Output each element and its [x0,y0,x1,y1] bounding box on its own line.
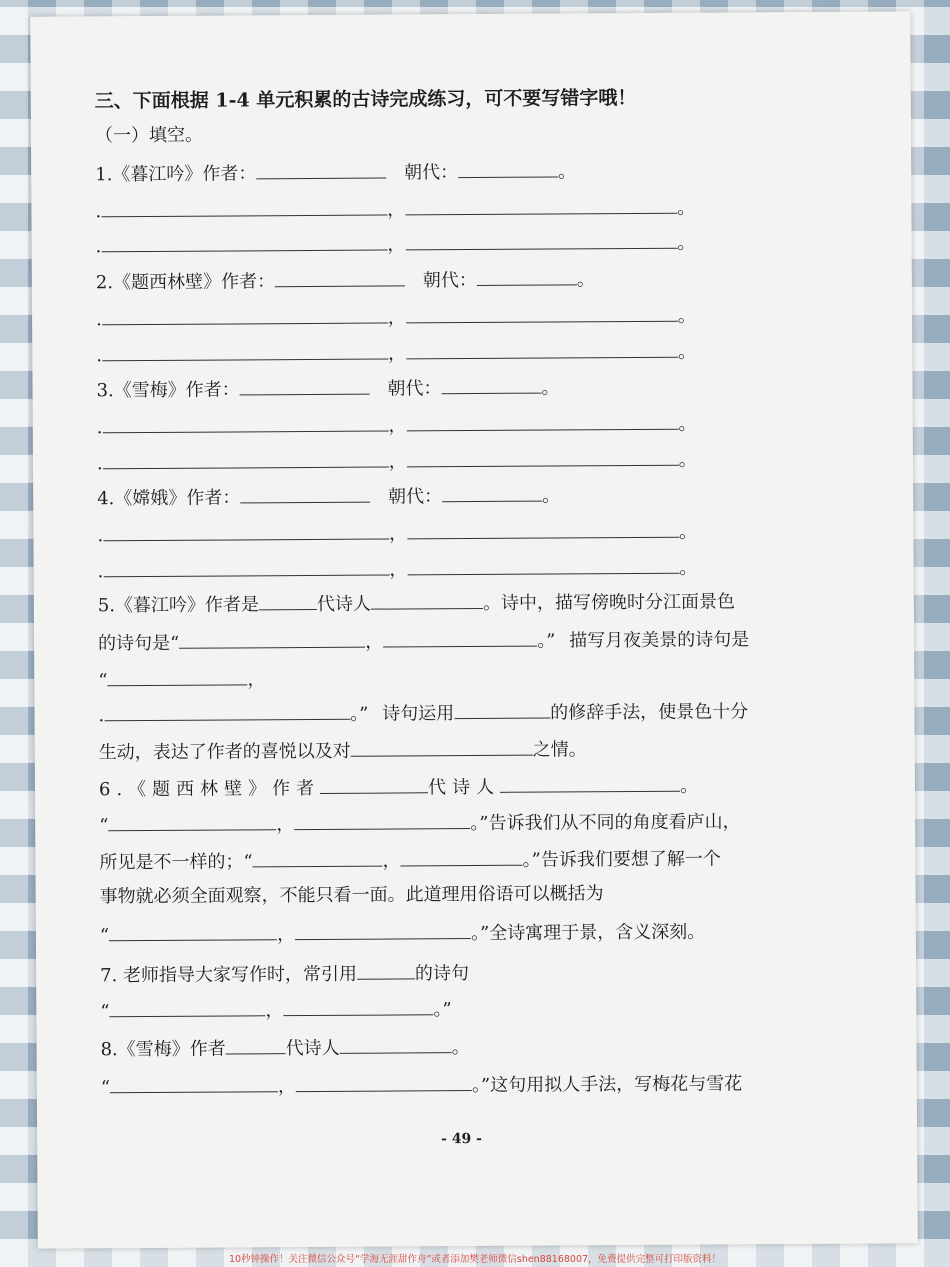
comma: ， [387,343,407,365]
q6-text: “ [99,925,110,947]
dot: . [96,417,103,439]
q6-text: 。”全诗寓理于景，含义深刻。 [470,921,706,945]
comma: ， [365,631,384,653]
comma: ， [247,669,266,691]
q6-text: 代诗人 [428,776,501,799]
q7-text: 。” [433,999,452,1021]
verse-blank[interactable] [103,449,389,470]
q7-text: 的诗句 [414,963,470,985]
q6-line-4: 事物就必须全面观察，不能只看一面。此道理用俗语可以概括为 [99,883,604,908]
author-label: 作者： [185,379,240,401]
dynasty-blank[interactable] [441,375,541,395]
author-label: 作者： [186,487,241,509]
period: 。 [576,269,595,291]
q5-text: 生动，表达了作者的喜悦以及对 [98,740,351,764]
q8-text: 。”这句用拟人手法，写梅花与雪花 [471,1073,743,1097]
dynasty-label: 朝代： [404,162,459,184]
dynasty-blank[interactable] [320,774,428,794]
q5-text: 。” [350,703,369,725]
q6-text: 6.《题西林壁》作者 [98,777,321,801]
worksheet-page [30,11,918,1248]
rhetoric-blank[interactable] [454,700,550,720]
verse-blank[interactable] [296,1072,472,1092]
verse-blank[interactable] [101,232,387,253]
q5-text: 的修辞手法，使景色十分 [550,701,749,724]
author-label: 作者： [220,271,276,293]
poem-number: 2. [95,272,114,294]
q5-text: 诗句运用 [382,703,455,725]
q6-line-2 [99,808,741,838]
verse-blank[interactable] [283,996,433,1016]
verse-blank[interactable] [401,847,523,867]
verse-blank[interactable] [407,519,679,540]
author-blank[interactable] [275,267,405,287]
poet-blank[interactable] [371,590,483,610]
verse-blank[interactable] [407,447,679,468]
comma: ， [387,307,406,329]
comma: ， [265,1000,284,1022]
dynasty-label: 朝代： [422,269,477,292]
q5-text: 。” [537,630,556,652]
q6-line-5 [100,919,706,949]
period: 。 [558,161,577,183]
verse-blank[interactable] [407,555,679,576]
q5-text: 代诗人 [316,593,372,615]
watermark-banner: 10秒钟操作！关注微信公众号“学海无涯甜作舟”或者添加樊老师微信shen88168007，免费提供完整可打印版资料！ [228,1254,722,1265]
poet-blank[interactable] [340,1034,452,1054]
author-label: 作者： [202,163,257,185]
dynasty-blank[interactable] [458,158,558,178]
q8-line-1 [100,1034,469,1062]
comma: ， [277,1076,297,1098]
proverb-blank[interactable] [295,920,471,940]
period: 。 [677,232,696,254]
section-heading: 三、下面根据 1-4 单元积累的古诗完成练习，可不要写错字哦！ [94,86,637,113]
q5-text: 之情。 [532,739,587,761]
dot: . [96,453,103,475]
comma: ， [276,814,295,836]
period: 。 [679,557,698,579]
poem-title: 《暮江吟》 [112,163,203,186]
dynasty-blank[interactable] [477,266,577,286]
q7-text: 7. 老师指导大家写作时，常引用 [100,963,358,987]
verse-blank[interactable] [110,1073,278,1093]
poem-3-verse-line [97,447,697,477]
verse-blank[interactable] [405,230,677,251]
author-blank[interactable] [240,376,370,396]
poem-title: 《嫦娥》 [114,487,187,510]
period: 。 [680,775,705,797]
poem-1-verse-line [95,195,695,225]
period: 。 [678,413,697,435]
dot: . [96,309,102,331]
poem-2-verse-line [96,339,696,369]
q6-line-1 [99,773,704,803]
q5-text: 的诗句是“ [98,632,180,655]
comma: ， [388,451,407,473]
verse-blank[interactable] [104,701,350,722]
dynasty-blank[interactable] [226,1035,286,1054]
poem-2-title-line [96,266,595,295]
q5-text: “ [98,670,108,692]
q5-line-1 [98,588,735,618]
dot: . [95,201,102,223]
q6-text: 所见是不一样的；“ [99,851,253,874]
verse-blank[interactable] [108,811,276,831]
q8-line-2 [101,1070,743,1100]
section-subheading: （一）填空。 [94,124,204,147]
verse-blank[interactable] [107,666,247,686]
comma: ， [388,415,407,437]
poem-3-title-line [96,374,559,403]
period: 。 [451,1037,470,1059]
q8-text: “ [100,1077,111,1099]
poem-3-verse-line [97,411,697,441]
dot: . [98,705,105,727]
comma: ， [389,523,408,545]
dynasty-blank[interactable] [442,483,542,503]
dot: . [95,236,102,258]
comma: ， [387,199,406,221]
poem-2-verse-line [96,303,696,333]
verse-blank[interactable] [253,848,383,868]
verse-blank[interactable] [109,997,265,1017]
q7-line-2 [100,996,452,1024]
period: 。 [677,197,696,219]
period: 。 [678,449,697,471]
dynasty-label: 朝代： [387,378,442,400]
comma: ， [389,559,408,581]
q8-text: 8.《雪梅》作者 [100,1038,226,1061]
page-number: - 49 - [441,1130,483,1148]
q5-line-4 [98,698,748,728]
poem-1-verse-line [96,230,696,260]
verse-blank[interactable] [179,629,365,649]
verse-blank[interactable] [294,810,470,830]
poem-4-title-line [97,482,560,511]
poem-blank[interactable] [357,960,415,979]
verse-blank[interactable] [406,411,678,432]
poem-number: 1. [95,164,113,186]
verse-blank[interactable] [102,305,388,326]
poem-title: 《题西林壁》 [112,271,222,294]
period: 。 [679,521,698,543]
q7-text: “ [100,1001,110,1023]
poem-title: 《雪梅》 [113,379,186,402]
q5-text: 5.《暮江吟》作者是 [97,594,260,617]
verse-blank[interactable] [103,521,389,542]
poem-1-title-line [95,158,576,187]
q5-line-5 [99,736,587,765]
author-blank[interactable] [240,484,370,504]
q6-text: “ [99,815,109,837]
q5-line-2 [98,626,749,656]
period: 。 [542,485,561,507]
dynasty-label: 朝代： [388,486,443,508]
verse-blank[interactable] [383,628,537,648]
poem-number: 3. [96,380,114,402]
poem-4-verse-line [97,519,697,549]
q5-text: 描写月夜美景的诗句是 [569,629,750,652]
poet-blank[interactable] [500,773,680,793]
verse-blank[interactable] [102,341,388,362]
dot: . [97,525,104,547]
comma: ， [276,924,296,946]
dynasty-blank[interactable] [259,591,317,610]
verse-blank[interactable] [103,557,389,578]
period: 。 [541,377,560,399]
comma: ， [387,234,406,256]
emotion-blank[interactable] [351,737,533,757]
period: 。 [677,305,696,327]
poem-number: 4. [97,488,115,510]
verse-blank[interactable] [101,197,387,218]
verse-blank[interactable] [406,339,678,360]
period: 。 [677,341,697,363]
comma: ， [382,850,401,872]
dot: . [96,345,103,367]
q6-text: 。”告诉我们从不同的角度看庐山， [470,811,741,835]
verse-blank[interactable] [405,195,677,216]
dot: . [97,561,104,583]
author-blank[interactable] [256,160,386,180]
q8-text: 代诗人 [285,1037,340,1060]
poem-4-verse-line [98,555,698,585]
q5-text: 。诗中，描写傍晚时分江面景色 [482,591,736,614]
q5-line-3 [98,666,265,693]
verse-blank[interactable] [102,413,388,434]
q6-line-3 [99,845,721,875]
verse-blank[interactable] [406,303,678,324]
q6-text: 。”告诉我们要想了解一个 [522,848,721,871]
proverb-blank[interactable] [109,921,277,941]
q7-line-1 [100,960,469,988]
